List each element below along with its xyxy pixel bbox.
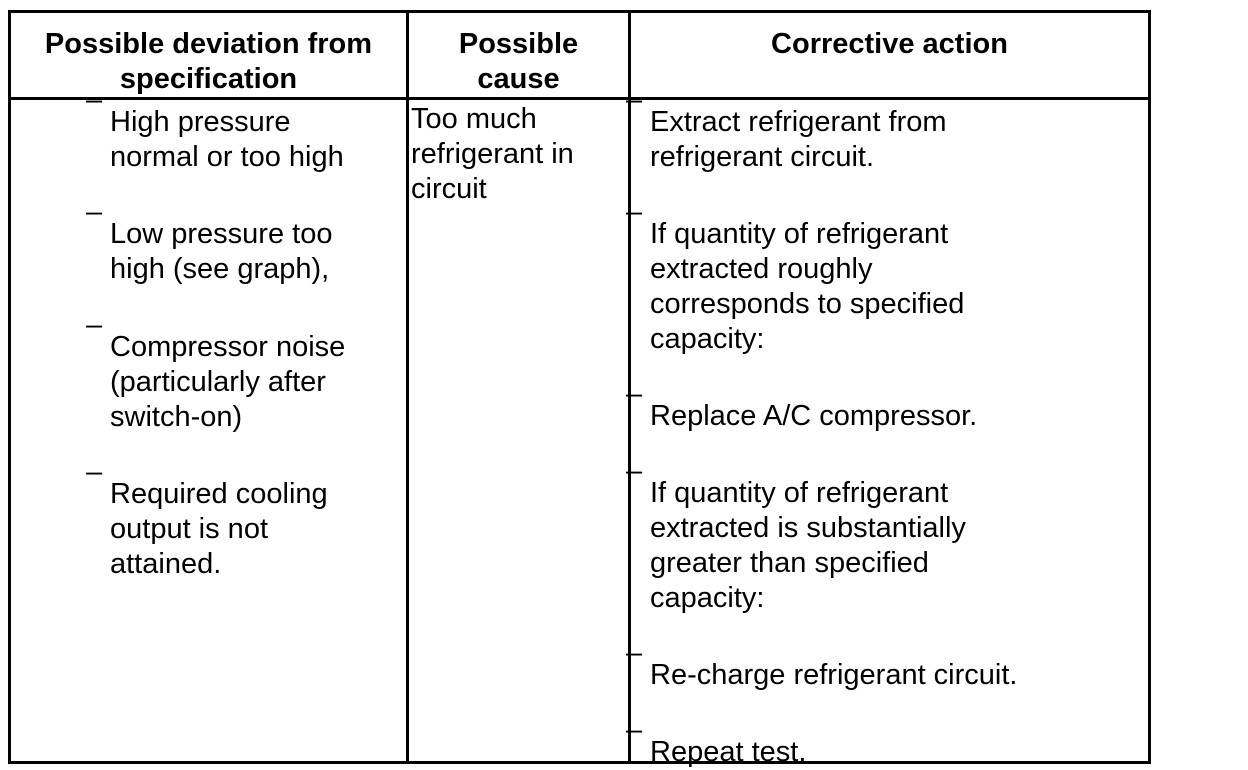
action-item: – If quantity of refrigerant extracted roughly corresponds to specified capacity: — [626, 196, 965, 355]
dash-bullet: – — [86, 196, 103, 228]
cause-text: Too much refrigerant in circuit — [411, 103, 574, 205]
dash-bullet: – — [86, 84, 103, 116]
dash-bullet: – — [626, 714, 643, 746]
dash-bullet: – — [86, 309, 103, 341]
action-item: – Replace A/C compressor. — [626, 378, 978, 432]
deviation-item: – Required cooling output is not attained. — [86, 456, 328, 580]
deviation-item: – Low pressure too high (see graph), — [86, 196, 333, 285]
dash-bullet: – — [86, 456, 103, 488]
deviation-item: – Compressor noise (particularly after switch-on) — [86, 309, 346, 433]
data-row — [10, 99, 1150, 763]
deviation-item: – High pressure normal or too high — [86, 84, 344, 173]
header-row — [10, 12, 1150, 99]
dash-bullet: – — [626, 84, 643, 116]
troubleshooting-table — [8, 10, 1151, 768]
action-item: – Re-charge refrigerant circuit. — [626, 637, 1018, 691]
dash-bullet: – — [626, 196, 643, 228]
header-cause: Possible cause — [408, 12, 630, 99]
action-item: – Extract refrigerant from refrigerant circuit. — [626, 84, 947, 173]
dash-bullet: – — [626, 378, 643, 410]
action-item: – If quantity of refrigerant extracted is substantially greater than specified capacity: — [626, 455, 966, 614]
action-cell — [626, 84, 1150, 768]
header-deviation: Possible deviation from specification — [10, 12, 408, 99]
dash-bullet: – — [626, 637, 643, 669]
action-item: – Repeat test. — [626, 714, 807, 768]
header-action: Corrective action — [630, 12, 1150, 99]
dash-bullet: – — [626, 455, 643, 487]
